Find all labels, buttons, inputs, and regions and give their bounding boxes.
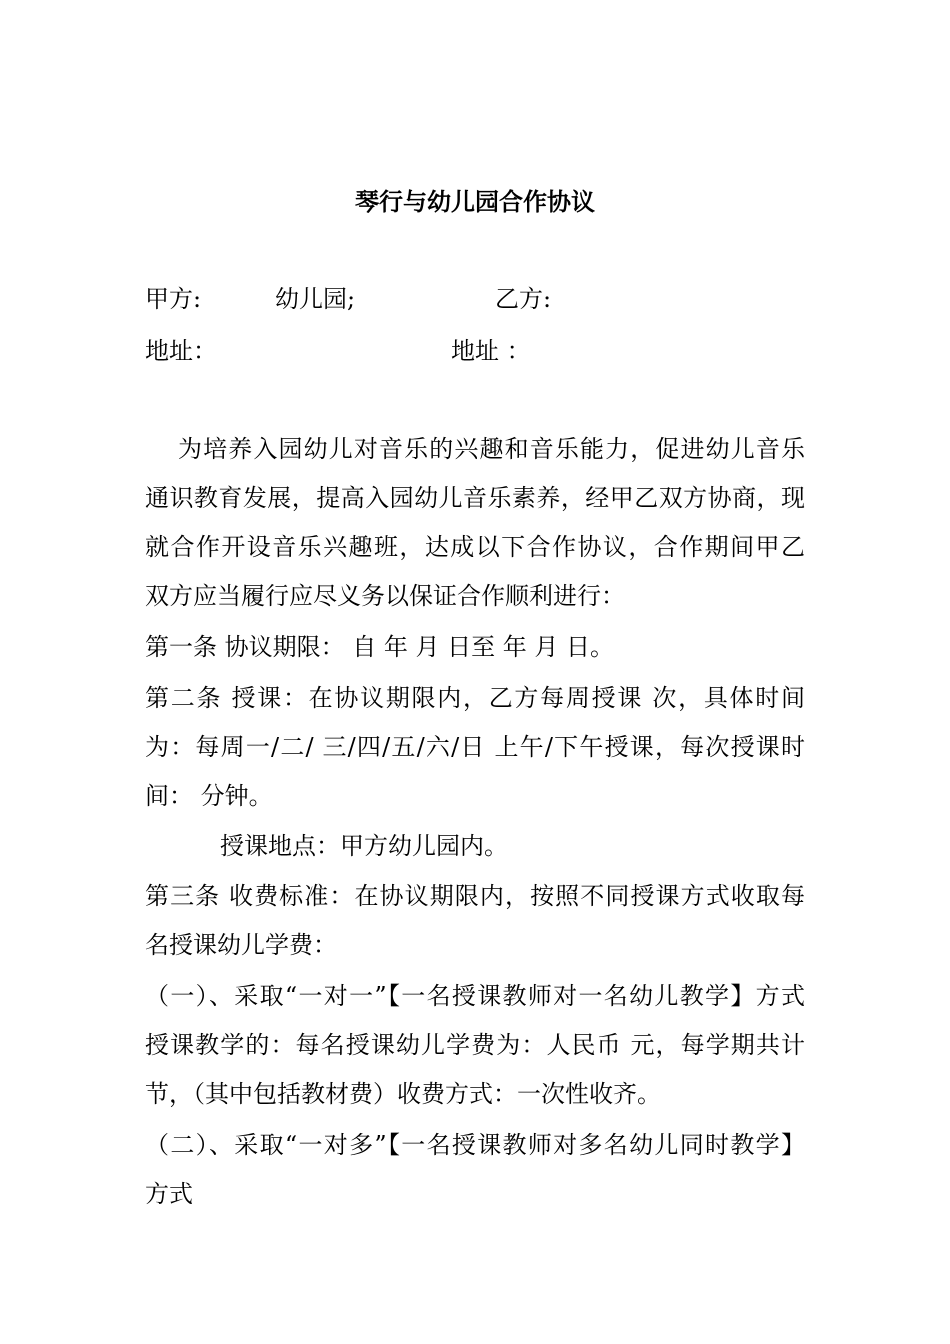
party-a-value: 幼儿园;	[275, 285, 356, 313]
teaching-location: 授课地点：甲方幼儿园内。	[220, 832, 508, 860]
option-2-line: （二）、采取“一对多”【一名授课教师对多名幼儿同时教学】	[145, 1131, 805, 1159]
option-1-line: 节，（其中包括教材费）收费方式：一次性收齐。	[145, 1080, 661, 1108]
clause-2-line: 第二条 授课：在协议期限内，乙方每周授课 次，具体时间	[145, 684, 805, 712]
party-row	[145, 284, 805, 314]
paragraph-line: 双方应当履行应尽义务以保证合作顺利进行：	[145, 582, 625, 610]
paragraph-line: 为培养入园幼儿对音乐的兴趣和音乐能力，促进幼儿音乐	[178, 435, 805, 463]
option-1-line: （一）、采取“一对一”【一名授课教师对一名幼儿教学】方式	[145, 982, 805, 1010]
clause-3-line: 名授课幼儿学费：	[145, 931, 337, 959]
party-b-label: 乙方:	[495, 285, 552, 313]
address-b-label: 地址 ：	[451, 337, 531, 365]
clause-2-line: 间： 分钟。	[145, 782, 273, 810]
clause-1-term: 第一条 协议期限： 自 年 月 日至 年 月 日。	[145, 633, 615, 661]
option-1-line: 授课教学的：每名授课幼儿学费为：人民币 元，每学期共计	[145, 1031, 805, 1059]
clause-3-line: 第三条 收费标准：在协议期限内，按照不同授课方式收取每	[145, 882, 805, 910]
clause-2-line: 为：每周一/二/ 三/四/五/六/日 上午/下午授课，每次授课时	[145, 733, 805, 761]
party-a-label: 甲方:	[145, 285, 202, 313]
paragraph-line: 就合作开设音乐兴趣班，达成以下合作协议，合作期间甲乙	[145, 533, 805, 561]
address-a-label: 地址：	[145, 337, 217, 365]
address-row	[145, 336, 805, 366]
document-title: 琴行与幼儿园合作协议	[355, 187, 595, 216]
option-2-line: 方式	[145, 1180, 193, 1208]
paragraph-line: 通识教育发展，提高入园幼儿音乐素养，经甲乙双方协商，现	[145, 484, 805, 512]
